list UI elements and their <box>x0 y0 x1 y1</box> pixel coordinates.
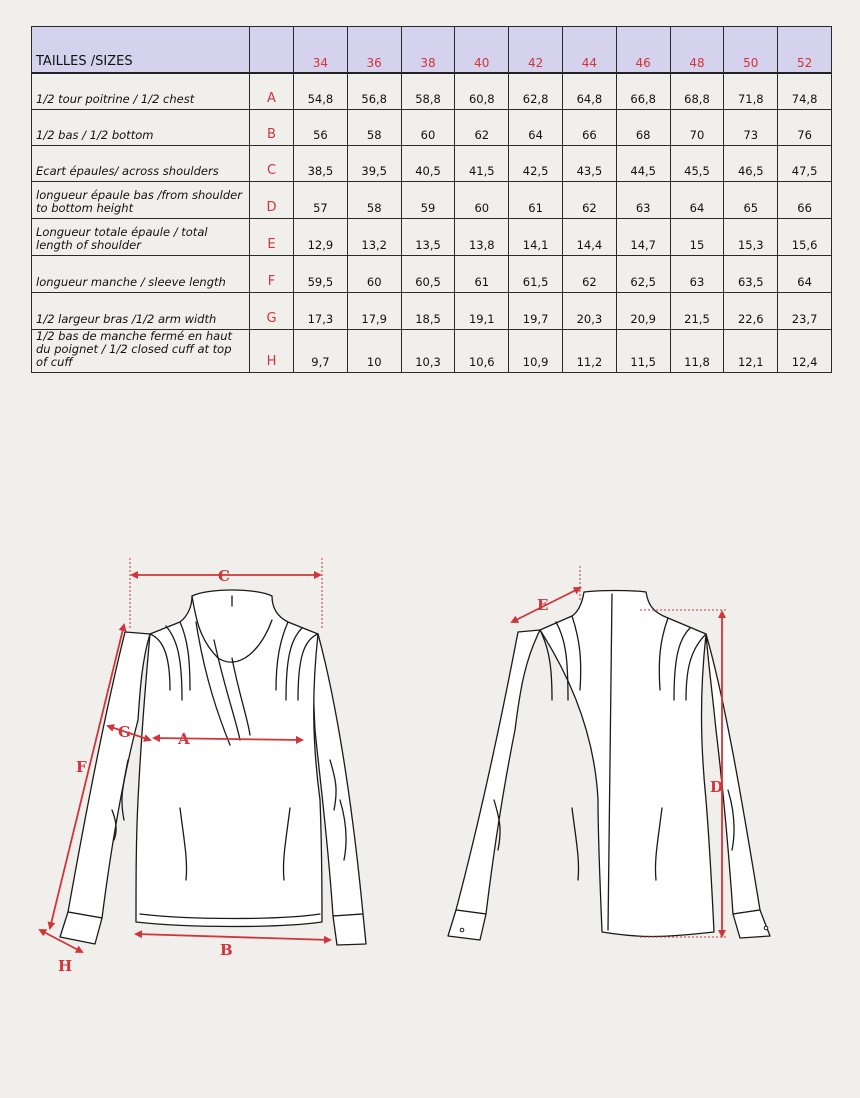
measurement-row <box>32 329 832 372</box>
measurement-value: 62 <box>562 255 616 292</box>
measurement-value: 15,3 <box>724 218 778 255</box>
measurement-label: longueur épaule bas /from shoulder to bottom height <box>32 181 250 218</box>
measurement-row <box>32 255 832 292</box>
measurement-value: 63,5 <box>724 255 778 292</box>
front-left-cuff <box>60 912 102 944</box>
measurement-value: 11,8 <box>670 329 724 372</box>
measurement-value: 43,5 <box>562 145 616 181</box>
measurement-letter: A <box>250 73 294 109</box>
dim-label-c: C <box>218 567 230 585</box>
size-header: 42 <box>509 27 563 74</box>
measurement-letter: C <box>250 145 294 181</box>
measurement-label: 1/2 bas de manche fermé en haut du poignet / 1/2 closed cuff at top of cuff <box>32 329 250 372</box>
measurement-value: 61,5 <box>509 255 563 292</box>
measurement-value: 10,3 <box>401 329 455 372</box>
measurement-value: 60 <box>401 109 455 145</box>
measurement-value: 74,8 <box>778 73 832 109</box>
measurement-value: 62 <box>562 181 616 218</box>
measurement-value: 20,9 <box>616 292 670 329</box>
back-right-sleeve <box>706 634 760 914</box>
dim-label-e: E <box>537 596 549 614</box>
back-right-button <box>764 926 768 930</box>
measurement-value: 44,5 <box>616 145 670 181</box>
measurement-value: 14,1 <box>509 218 563 255</box>
measurement-value: 13,5 <box>401 218 455 255</box>
measurement-value: 56,8 <box>347 73 401 109</box>
measurement-value: 54,8 <box>294 73 348 109</box>
measurement-value: 60,8 <box>455 73 509 109</box>
measurement-value: 40,5 <box>401 145 455 181</box>
garment-diagram <box>0 520 860 975</box>
measurement-value: 57 <box>294 181 348 218</box>
measurement-letter: D <box>250 181 294 218</box>
back-left-button <box>460 928 464 932</box>
measurement-label: Longueur totale épaule / total length of shoulder <box>32 218 250 255</box>
measurement-value: 13,2 <box>347 218 401 255</box>
measurement-value: 60 <box>347 255 401 292</box>
measurement-label: 1/2 bas / 1/2 bottom <box>32 109 250 145</box>
measurement-label: 1/2 largeur bras /1/2 arm width <box>32 292 250 329</box>
measurement-value: 45,5 <box>670 145 724 181</box>
measurement-value: 64,8 <box>562 73 616 109</box>
measurement-value: 17,9 <box>347 292 401 329</box>
measurement-value: 59 <box>401 181 455 218</box>
front-right-cuff <box>333 914 366 945</box>
measurement-value: 9,7 <box>294 329 348 372</box>
measurement-label: longueur manche / sleeve length <box>32 255 250 292</box>
measurement-value: 12,9 <box>294 218 348 255</box>
measurement-value: 15 <box>670 218 724 255</box>
dim-label-f: F <box>76 758 87 776</box>
measurement-value: 70 <box>670 109 724 145</box>
measurement-value: 18,5 <box>401 292 455 329</box>
measurement-value: 12,1 <box>724 329 778 372</box>
measurement-value: 47,5 <box>778 145 832 181</box>
measurement-row <box>32 73 832 109</box>
measurement-value: 63 <box>670 255 724 292</box>
size-header: 44 <box>562 27 616 74</box>
measurement-value: 39,5 <box>347 145 401 181</box>
dim-label-d: D <box>710 778 724 796</box>
measurement-letter: G <box>250 292 294 329</box>
measurement-row <box>32 181 832 218</box>
measurement-value: 10 <box>347 329 401 372</box>
measurement-value: 62,8 <box>509 73 563 109</box>
dim-b-line <box>136 934 330 940</box>
measurement-value: 20,3 <box>562 292 616 329</box>
measurement-value: 73 <box>724 109 778 145</box>
measurement-value: 76 <box>778 109 832 145</box>
measurement-value: 19,1 <box>455 292 509 329</box>
measurement-value: 58,8 <box>401 73 455 109</box>
measurement-value: 42,5 <box>509 145 563 181</box>
measurement-value: 71,8 <box>724 73 778 109</box>
measurement-label: 1/2 tour poitrine / 1/2 chest <box>32 73 250 109</box>
measurement-value: 64 <box>509 109 563 145</box>
measurement-value: 14,7 <box>616 218 670 255</box>
measurement-value: 64 <box>778 255 832 292</box>
table-title: TAILLES /SIZES <box>32 27 250 74</box>
measurement-value: 21,5 <box>670 292 724 329</box>
size-header: 36 <box>347 27 401 74</box>
size-table-body <box>32 73 832 372</box>
measurement-value: 64 <box>670 181 724 218</box>
letter-header <box>250 27 294 74</box>
size-header-row <box>32 27 832 74</box>
measurement-letter: E <box>250 218 294 255</box>
measurement-value: 10,9 <box>509 329 563 372</box>
size-header: 52 <box>778 27 832 74</box>
size-header: 50 <box>724 27 778 74</box>
measurement-value: 11,5 <box>616 329 670 372</box>
measurement-value: 58 <box>347 109 401 145</box>
measurement-value: 12,4 <box>778 329 832 372</box>
measurement-value: 11,2 <box>562 329 616 372</box>
measurement-letter: H <box>250 329 294 372</box>
measurement-value: 68,8 <box>670 73 724 109</box>
measurement-value: 60,5 <box>401 255 455 292</box>
dim-label-a: A <box>178 730 190 748</box>
measurement-value: 61 <box>455 255 509 292</box>
measurement-value: 62,5 <box>616 255 670 292</box>
measurement-letter: F <box>250 255 294 292</box>
back-right-cuff <box>733 910 770 938</box>
measurement-letter: B <box>250 109 294 145</box>
measurement-row <box>32 109 832 145</box>
measurement-value: 62 <box>455 109 509 145</box>
front-view <box>60 590 366 945</box>
measurement-value: 66 <box>562 109 616 145</box>
size-header: 40 <box>455 27 509 74</box>
measurement-value: 60 <box>455 181 509 218</box>
dim-label-h: H <box>58 957 73 975</box>
measurement-value: 19,7 <box>509 292 563 329</box>
measurement-value: 61 <box>509 181 563 218</box>
measurement-value: 38,5 <box>294 145 348 181</box>
measurement-label: Ecart épaules/ across shoulders <box>32 145 250 181</box>
measurement-value: 15,6 <box>778 218 832 255</box>
dim-label-g: G <box>118 723 131 741</box>
measurement-value: 56 <box>294 109 348 145</box>
measurement-value: 23,7 <box>778 292 832 329</box>
measurement-value: 66,8 <box>616 73 670 109</box>
measurement-value: 59,5 <box>294 255 348 292</box>
measurement-row <box>32 218 832 255</box>
measurement-row <box>32 292 832 329</box>
measurement-value: 58 <box>347 181 401 218</box>
size-table <box>31 26 832 373</box>
measurement-value: 46,5 <box>724 145 778 181</box>
back-left-sleeve <box>456 630 540 914</box>
back-left-cuff <box>448 910 486 940</box>
measurement-value: 13,8 <box>455 218 509 255</box>
size-header: 38 <box>401 27 455 74</box>
measurement-row <box>32 145 832 181</box>
measurement-value: 66 <box>778 181 832 218</box>
measurement-value: 10,6 <box>455 329 509 372</box>
size-header: 48 <box>670 27 724 74</box>
measurement-value: 14,4 <box>562 218 616 255</box>
measurement-value: 22,6 <box>724 292 778 329</box>
measurement-value: 41,5 <box>455 145 509 181</box>
measurement-value: 65 <box>724 181 778 218</box>
measurement-value: 17,3 <box>294 292 348 329</box>
size-header: 46 <box>616 27 670 74</box>
size-header: 34 <box>294 27 348 74</box>
measurement-value: 68 <box>616 109 670 145</box>
dim-label-b: B <box>220 941 233 959</box>
measurement-value: 63 <box>616 181 670 218</box>
back-body <box>540 591 714 937</box>
